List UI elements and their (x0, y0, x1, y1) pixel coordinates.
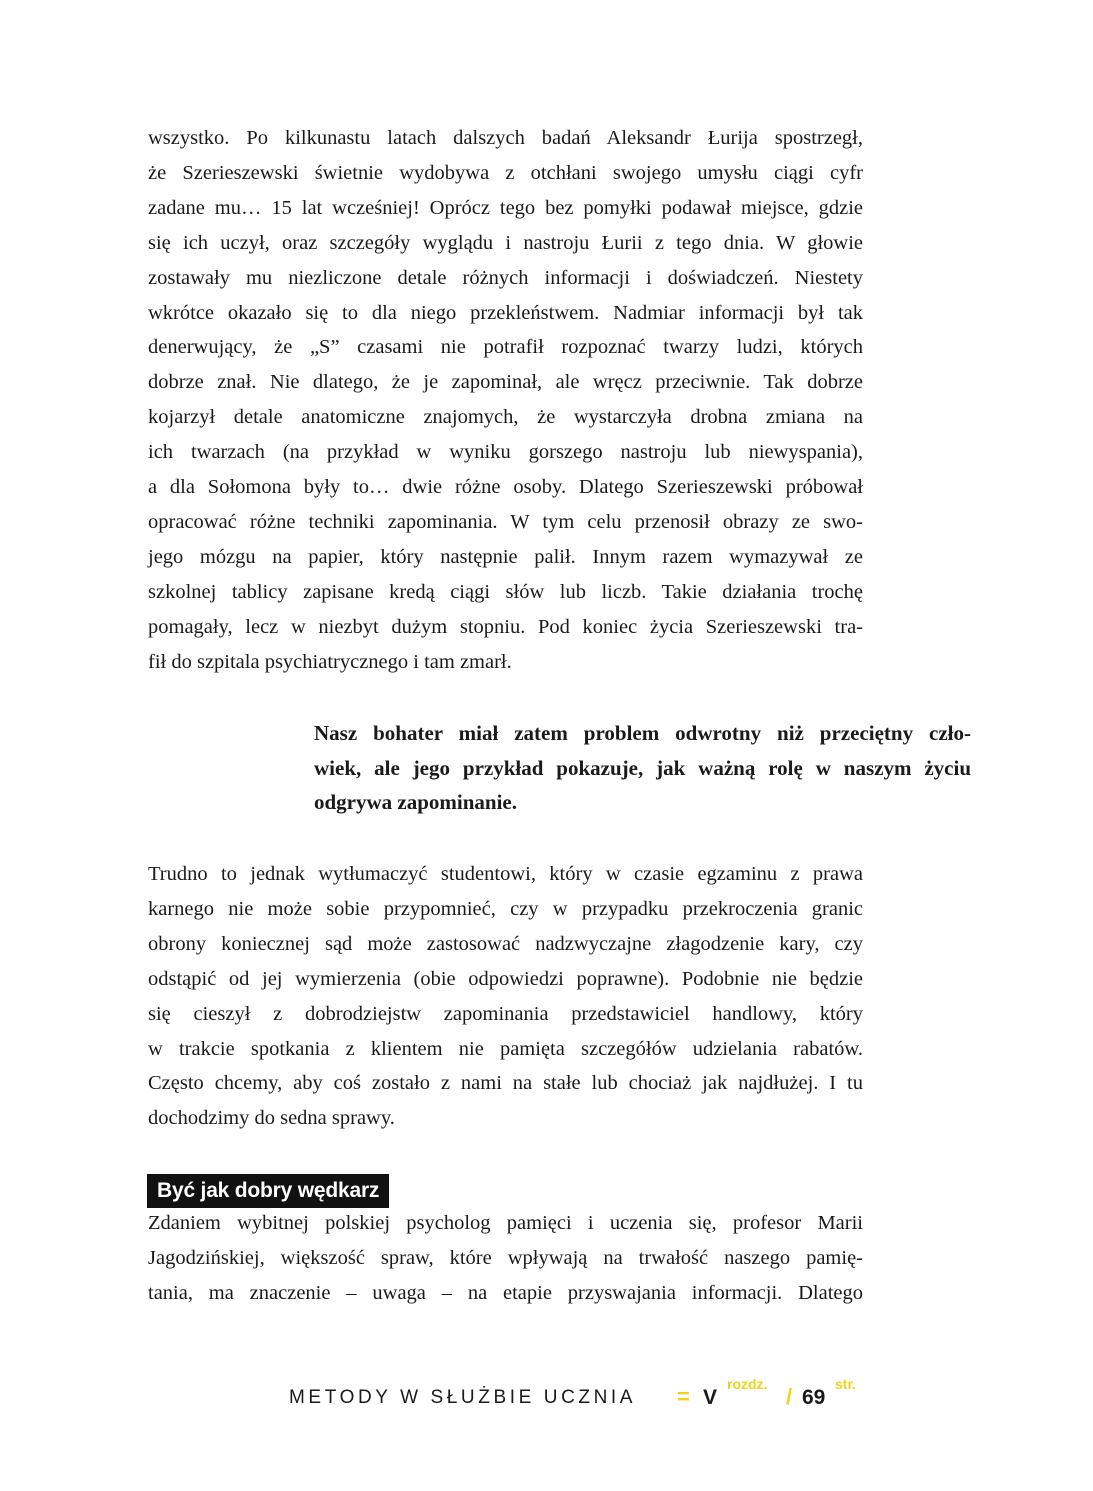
text-line: wszystko. Po kilkunastu latach dalszych badań Aleksandr Łurija spostrzegł, (148, 127, 863, 149)
text-line: a dla Sołomona były to… dwie różne osoby. Dlatego Szerieszewski próbował (148, 476, 863, 499)
text-line: jego mózgu na papier, który następnie palił. Innym razem wymazywał ze (148, 545, 863, 568)
text-line: się cieszył z dobrodziejstw zapominania przedstawiciel handlowy, który (148, 1002, 863, 1025)
text-line: że Szerieszewski świetnie wydobywa z otchłani swojego umysłu ciągi cyfr (148, 161, 863, 184)
text-line: Zdaniem wybitnej polskiej psycholog pamięci i uczenia się, profesor Marii (148, 1212, 863, 1234)
footer-book-title: METODY W SŁUŻBIE UCZNIA (289, 1387, 637, 1408)
footer-chapter-number: V (703, 1386, 718, 1409)
section-heading: Być jak dobry wędkarz (147, 1174, 389, 1208)
text-line: karnego nie może sobie przypomnieć, czy w przypadku przekroczenia granic (148, 897, 863, 920)
body-paragraph-2 (148, 857, 863, 1136)
pull-quote-line: Nasz bohater miał zatem problem odwrotny niż przeciętny czło- (314, 721, 971, 745)
text-line: szkolnej tablicy zapisane kredą ciągi słów lub liczb. Takie działania trochę (148, 580, 863, 603)
footer-chapter-label: rozdz. (727, 1376, 768, 1392)
footer-page-number: 69 (802, 1386, 826, 1409)
text-line: ich twarzach (na przykład w wyniku gorszego nastroju lub niewyspania), (148, 441, 863, 464)
footer-page-label: str. (835, 1376, 857, 1392)
text-line: zadane mu… 15 lat wcześniej! Oprócz tego bez pomyłki podawał miejsce, gdzie (148, 196, 863, 219)
footer-slash: / (786, 1384, 793, 1409)
text-line: wkrótce okazało się to dla niego przekleństwem. Nadmiar informacji był tak (148, 301, 863, 324)
text-line: obrony koniecznej sąd może zastosować nadzwyczajne złagodzenie kary, czy (148, 932, 863, 955)
text-line: fił do szpitala psychiatrycznego i tam zmarł. (148, 650, 512, 673)
footer-separator: = (677, 1384, 690, 1409)
text-line: Jagodzińskiej, większość spraw, które wpływają na trwałość naszego pamię- (148, 1246, 863, 1269)
text-line: tania, ma znaczenie – uwaga – na etapie przyswajania informacji. Dlatego (148, 1281, 863, 1304)
pull-quote-line: wiek, ale jego przykład pokazuje, jak ważną rolę w naszym życiu (314, 755, 971, 780)
text-line: dochodzimy do sedna sprawy. (148, 1107, 395, 1130)
text-line: zostawały mu niezliczone detale różnych informacji i doświadczeń. Niestety (148, 266, 863, 289)
pull-quote-line: odgrywa zapominanie. (314, 790, 518, 814)
text-line: w trakcie spotkania z klientem nie pamięta szczegółów udzielania rabatów. (148, 1037, 863, 1060)
text-line: kojarzył detale anatomiczne znajomych, że wystarczyła drobna zmiana na (148, 406, 863, 429)
text-line: pomagały, lecz w niezbyt dużym stopniu. Pod koniec życia Szerieszewski tra- (148, 615, 863, 638)
text-line: denerwujący, że „S” czasami nie potrafił rozpoznać twarzy ludzi, których (148, 336, 863, 359)
body-paragraph-3 (148, 1206, 863, 1311)
text-line: dobrze znał. Nie dlatego, że je zapominał, ale wręcz przeciwnie. Tak dobrze (148, 371, 863, 394)
text-line: opracować różne techniki zapominania. W tym celu przenosił obrazy ze swo- (148, 510, 863, 533)
text-line: Trudno to jednak wytłumaczyć studentowi, który w czasie egzaminu z prawa (148, 863, 863, 885)
body-paragraph-1 (148, 121, 863, 680)
text-line: odstąpić od jej wymierzenia (obie odpowiedzi poprawne). Podobnie nie będzie (148, 967, 863, 990)
text-line: się ich uczył, oraz szczegóły wyglądu i nastroju Łurii z tego dnia. W głowie (148, 231, 863, 254)
pull-quote (314, 716, 971, 820)
text-line: Często chcemy, aby coś zostało z nami na stałe lub chociaż jak najdłużej. I tu (148, 1072, 863, 1095)
